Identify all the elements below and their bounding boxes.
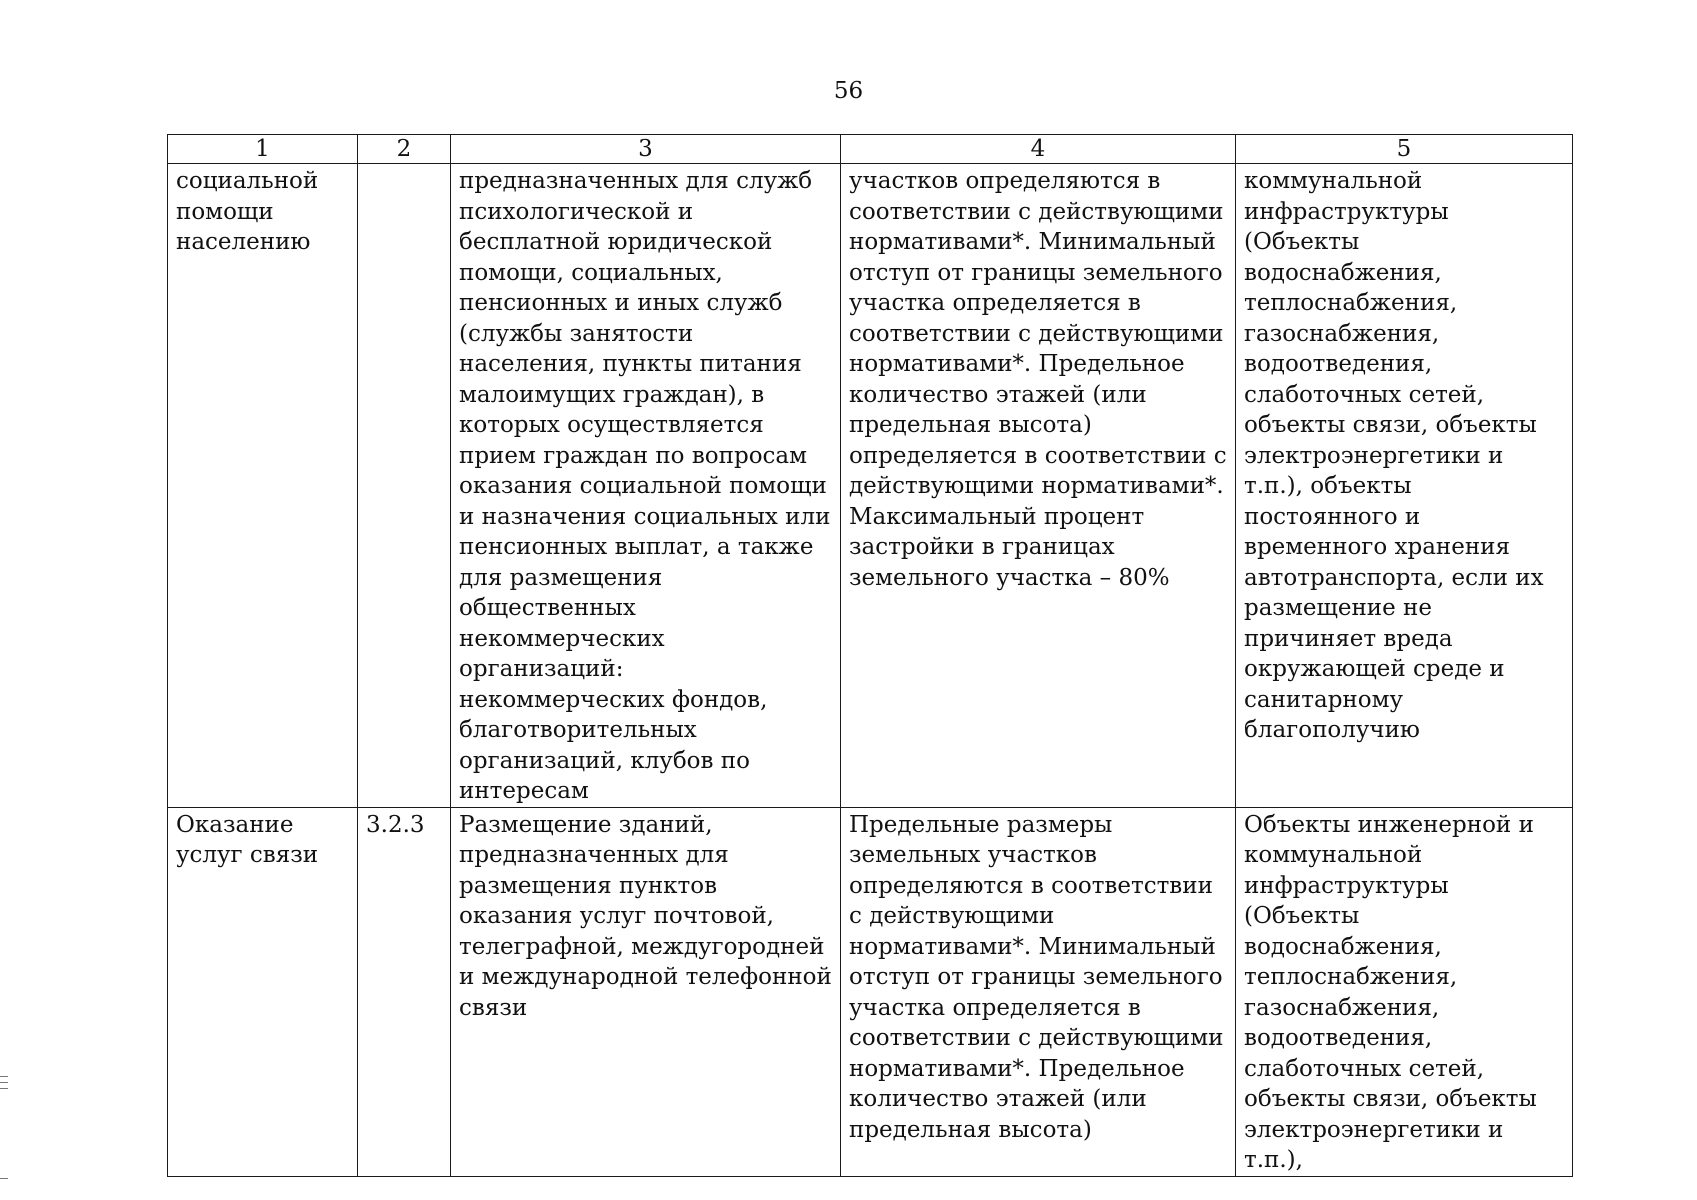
use-name-text: социальной помощи населению xyxy=(176,168,319,255)
scan-margin-mark xyxy=(0,1082,8,1083)
auxiliary-uses-cell xyxy=(1236,807,1573,1176)
use-parameters-text: участков определяются в соответствии с действующими нормативами*. Минимальный отступ от границы земельного участка определяется в соответствии с действующими нормативами*. Предельное количество этажей (или предельная высота) определяется в соответствии с действующими нормативами*. Максимальный процент застройки в границах земельного участка – 80% xyxy=(849,168,1227,591)
use-parameters-cell xyxy=(841,807,1236,1176)
use-code-cell xyxy=(358,807,451,1176)
use-parameters-text: Предельные размеры земельных участков определяются в соответствии с действующими нормативами*. Минимальный отступ от границы земельного участка определяется в соответствии с действующими нормативами*. Предельное количество этажей (или предельная высота) xyxy=(849,811,1224,1143)
use-name-cell xyxy=(168,164,358,808)
use-description-text: предназначенных для служб психологической и бесплатной юридической помощи, социальных, пенсионных и иных служб (службы занятости населения, пункты питания малоимущих граждан), в которых осуществляется прием граждан по вопросам оказания социальной помощи и назначения социальных или пенсионных выплат, а также для размещения общественных некоммерческих организаций: некоммерческих фондов, благотворительных организаций, клубов по интересам xyxy=(459,168,831,804)
column-header-4: 4 xyxy=(841,135,1236,164)
use-name-cell xyxy=(168,807,358,1176)
column-header-5: 5 xyxy=(1236,135,1573,164)
use-code-cell xyxy=(358,164,451,808)
table-row xyxy=(168,807,1573,1176)
table-row xyxy=(168,164,1573,808)
use-description-cell xyxy=(451,164,841,808)
use-parameters-cell xyxy=(841,164,1236,808)
auxiliary-uses-text: Объекты инженерной и коммунальной инфраструктуры (Объекты водоснабжения, теплоснабжения, газоснабжения, водоотведения, слаботочных сетей, объекты связи, объекты электроэнергетики и т.п.), xyxy=(1244,811,1537,1173)
land-use-table xyxy=(167,134,1573,1177)
auxiliary-uses-text: коммунальной инфраструктуры (Объекты водоснабжения, теплоснабжения, газоснабжения, водоотведения, слаботочных сетей, объекты связи, объекты электроэнергетики и т.п.), объекты постоянного и временного хранения автотранспорта, если их размещение не причиняет вреда окружающей среде и санитарному благополучию xyxy=(1244,168,1544,743)
scan-margin-mark xyxy=(0,1178,8,1179)
use-description-text: Размещение зданий, предназначенных для размещения пунктов оказания услуг почтовой, телеграфной, междугородней и международной телефонной связи xyxy=(459,811,832,1021)
table-header-row xyxy=(168,135,1573,164)
scan-margin-mark xyxy=(0,1088,8,1089)
page-number: 56 xyxy=(833,78,864,104)
use-description-cell xyxy=(451,807,841,1176)
column-header-1: 1 xyxy=(168,135,358,164)
auxiliary-uses-cell xyxy=(1236,164,1573,808)
column-header-2: 2 xyxy=(358,135,451,164)
column-header-3: 3 xyxy=(451,135,841,164)
use-name-text: Оказание услуг связи xyxy=(176,811,319,868)
use-code-text: 3.2.3 xyxy=(366,811,425,838)
scan-margin-mark xyxy=(0,1076,8,1077)
